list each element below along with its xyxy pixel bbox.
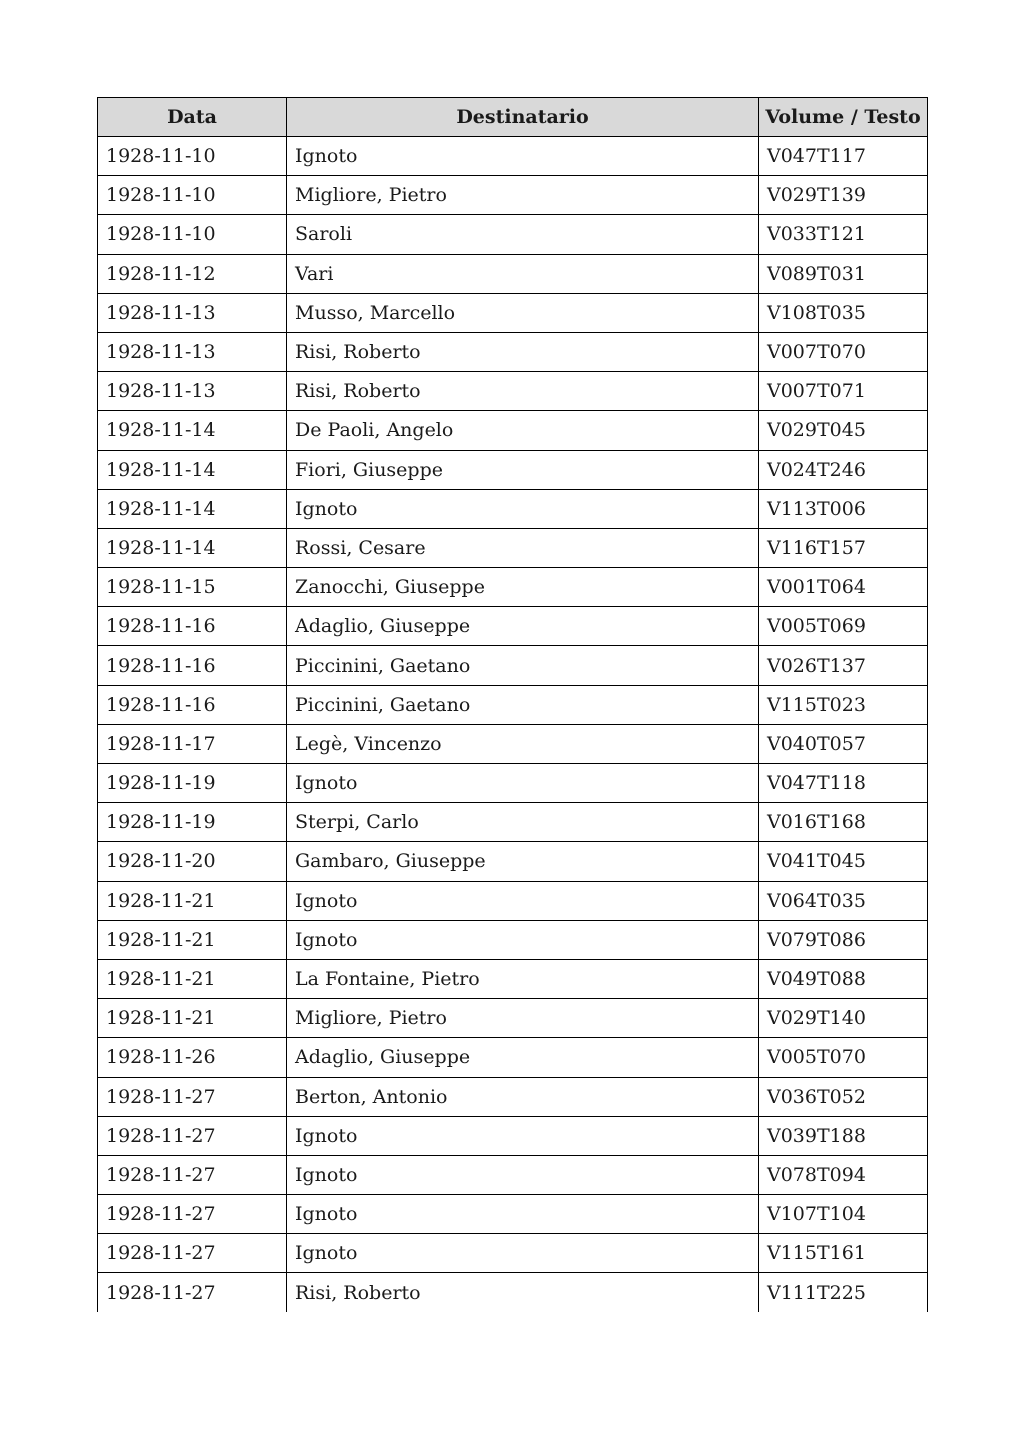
cell-recipient: Ignoto [287, 489, 759, 528]
cell-date: 1928-11-16 [98, 607, 287, 646]
cell-volume: V029T045 [759, 411, 928, 450]
cell-volume: V115T023 [759, 685, 928, 724]
cell-volume: V029T140 [759, 999, 928, 1038]
cell-date: 1928-11-14 [98, 411, 287, 450]
cell-date: 1928-11-16 [98, 685, 287, 724]
cell-volume: V041T045 [759, 842, 928, 881]
cell-recipient: Migliore, Pietro [287, 999, 759, 1038]
table-row [98, 1116, 928, 1155]
table-row [98, 528, 928, 567]
cell-volume: V026T137 [759, 646, 928, 685]
cell-date: 1928-11-27 [98, 1273, 287, 1312]
cell-recipient: Legè, Vincenzo [287, 724, 759, 763]
cell-recipient: Adaglio, Giuseppe [287, 1038, 759, 1077]
cell-date: 1928-11-21 [98, 959, 287, 998]
cell-volume: V016T168 [759, 803, 928, 842]
cell-recipient: De Paoli, Angelo [287, 411, 759, 450]
table-row [98, 1038, 928, 1077]
cell-volume: V078T094 [759, 1155, 928, 1194]
table-header [98, 98, 928, 137]
table-row [98, 1195, 928, 1234]
table-row [98, 1077, 928, 1116]
table-row [98, 489, 928, 528]
cell-recipient: Ignoto [287, 1155, 759, 1194]
table-row [98, 176, 928, 215]
cell-recipient: Vari [287, 254, 759, 293]
cell-date: 1928-11-19 [98, 803, 287, 842]
cell-recipient: Zanocchi, Giuseppe [287, 568, 759, 607]
cell-volume: V040T057 [759, 724, 928, 763]
cell-volume: V047T117 [759, 137, 928, 176]
table-row [98, 215, 928, 254]
table-row [98, 254, 928, 293]
cell-date: 1928-11-14 [98, 528, 287, 567]
cell-date: 1928-11-14 [98, 450, 287, 489]
cell-date: 1928-11-27 [98, 1155, 287, 1194]
table-row [98, 1155, 928, 1194]
cell-volume: V064T035 [759, 881, 928, 920]
cell-recipient: Migliore, Pietro [287, 176, 759, 215]
header-volume: Volume / Testo [759, 98, 928, 137]
cell-volume: V005T070 [759, 1038, 928, 1077]
letters-table [97, 97, 928, 1312]
cell-volume: V007T071 [759, 372, 928, 411]
cell-volume: V007T070 [759, 332, 928, 371]
table-row [98, 450, 928, 489]
cell-volume: V036T052 [759, 1077, 928, 1116]
cell-recipient: Piccinini, Gaetano [287, 646, 759, 685]
cell-date: 1928-11-27 [98, 1077, 287, 1116]
header-recipient: Destinatario [287, 98, 759, 137]
table-row [98, 959, 928, 998]
cell-date: 1928-11-20 [98, 842, 287, 881]
table-row [98, 568, 928, 607]
table-row [98, 764, 928, 803]
cell-recipient: Berton, Antonio [287, 1077, 759, 1116]
cell-volume: V024T246 [759, 450, 928, 489]
table-row [98, 607, 928, 646]
cell-date: 1928-11-27 [98, 1116, 287, 1155]
cell-volume: V005T069 [759, 607, 928, 646]
table-row [98, 920, 928, 959]
table-row [98, 293, 928, 332]
cell-date: 1928-11-13 [98, 332, 287, 371]
cell-recipient: Gambaro, Giuseppe [287, 842, 759, 881]
cell-volume: V116T157 [759, 528, 928, 567]
cell-date: 1928-11-14 [98, 489, 287, 528]
cell-volume: V001T064 [759, 568, 928, 607]
cell-recipient: Fiori, Giuseppe [287, 450, 759, 489]
cell-date: 1928-11-13 [98, 372, 287, 411]
cell-date: 1928-11-17 [98, 724, 287, 763]
cell-date: 1928-11-27 [98, 1234, 287, 1273]
cell-recipient: Saroli [287, 215, 759, 254]
table-row [98, 999, 928, 1038]
cell-recipient: Piccinini, Gaetano [287, 685, 759, 724]
cell-volume: V089T031 [759, 254, 928, 293]
table-row [98, 372, 928, 411]
cell-date: 1928-11-21 [98, 999, 287, 1038]
cell-recipient: La Fontaine, Pietro [287, 959, 759, 998]
cell-recipient: Ignoto [287, 137, 759, 176]
table-row [98, 842, 928, 881]
cell-recipient: Ignoto [287, 1195, 759, 1234]
table-row [98, 411, 928, 450]
cell-date: 1928-11-26 [98, 1038, 287, 1077]
header-date: Data [98, 98, 287, 137]
table-row [98, 881, 928, 920]
cell-date: 1928-11-19 [98, 764, 287, 803]
table-row [98, 332, 928, 371]
cell-recipient: Risi, Roberto [287, 372, 759, 411]
cell-volume: V049T088 [759, 959, 928, 998]
cell-date: 1928-11-16 [98, 646, 287, 685]
cell-date: 1928-11-21 [98, 920, 287, 959]
table-body [98, 137, 928, 1313]
cell-volume: V033T121 [759, 215, 928, 254]
cell-volume: V029T139 [759, 176, 928, 215]
cell-recipient: Sterpi, Carlo [287, 803, 759, 842]
cell-volume: V111T225 [759, 1273, 928, 1312]
table-row [98, 1273, 928, 1312]
cell-volume: V039T188 [759, 1116, 928, 1155]
cell-date: 1928-11-15 [98, 568, 287, 607]
header-row [98, 98, 928, 137]
cell-date: 1928-11-10 [98, 176, 287, 215]
cell-date: 1928-11-10 [98, 215, 287, 254]
cell-recipient: Ignoto [287, 920, 759, 959]
table-row [98, 803, 928, 842]
cell-date: 1928-11-27 [98, 1195, 287, 1234]
table-row [98, 137, 928, 176]
cell-recipient: Ignoto [287, 1234, 759, 1273]
cell-date: 1928-11-13 [98, 293, 287, 332]
cell-recipient: Adaglio, Giuseppe [287, 607, 759, 646]
table-row [98, 1234, 928, 1273]
cell-date: 1928-11-12 [98, 254, 287, 293]
cell-recipient: Risi, Roberto [287, 332, 759, 371]
cell-volume: V113T006 [759, 489, 928, 528]
cell-recipient: Risi, Roberto [287, 1273, 759, 1312]
table-row [98, 646, 928, 685]
document-page [97, 97, 927, 1312]
cell-recipient: Ignoto [287, 881, 759, 920]
table-row [98, 724, 928, 763]
cell-volume: V079T086 [759, 920, 928, 959]
table-row [98, 685, 928, 724]
cell-date: 1928-11-21 [98, 881, 287, 920]
cell-volume: V107T104 [759, 1195, 928, 1234]
cell-volume: V115T161 [759, 1234, 928, 1273]
cell-recipient: Musso, Marcello [287, 293, 759, 332]
cell-date: 1928-11-10 [98, 137, 287, 176]
cell-recipient: Ignoto [287, 1116, 759, 1155]
cell-recipient: Ignoto [287, 764, 759, 803]
cell-volume: V108T035 [759, 293, 928, 332]
cell-recipient: Rossi, Cesare [287, 528, 759, 567]
cell-volume: V047T118 [759, 764, 928, 803]
